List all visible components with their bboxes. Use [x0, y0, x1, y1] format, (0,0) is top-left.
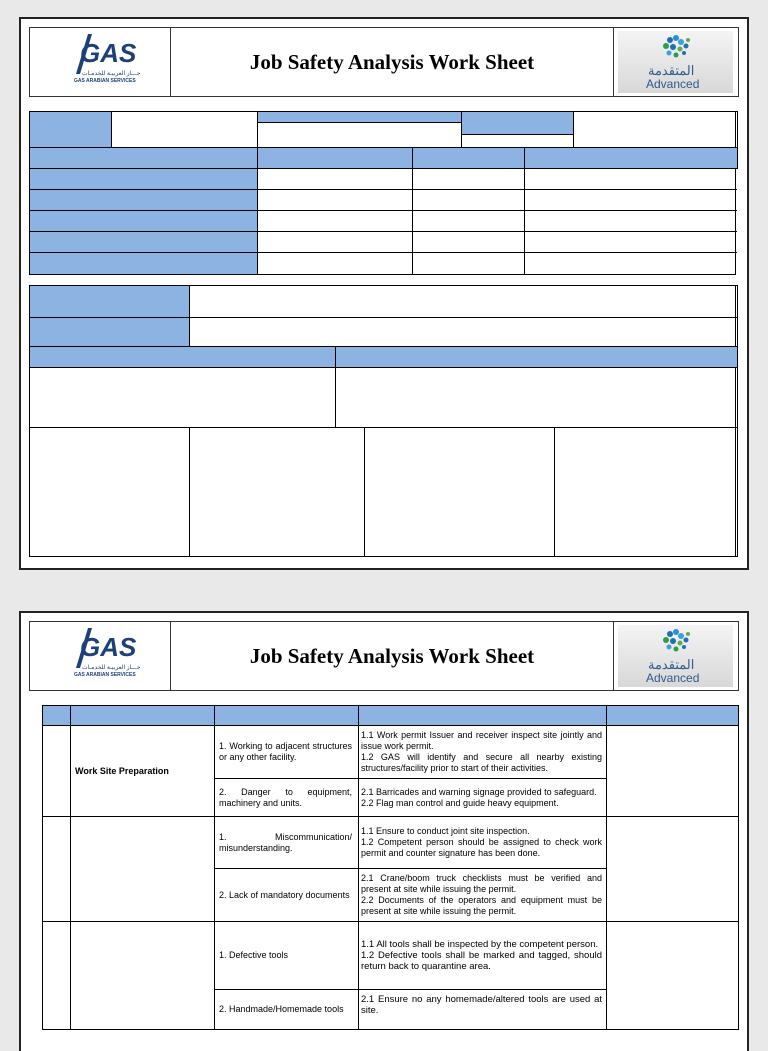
signature-cell[interactable] — [189, 427, 365, 557]
gas-logo-text: GAS — [80, 38, 137, 68]
task-cell: Work Site Preparation — [71, 726, 215, 817]
jsa-table — [42, 705, 739, 1030]
column-header — [335, 346, 738, 368]
value-cell[interactable] — [189, 317, 738, 347]
responsible-cell — [607, 726, 739, 817]
label-cell — [461, 111, 574, 135]
control-item: 1.2 Defective tools shall be marked and tagged, should return back to quarantine area. — [361, 950, 602, 972]
control-item: 1.1 Work permit Issuer and receiver inspect site jointly and issue work permit. — [361, 730, 602, 751]
control-item: 2.2 Flag man control and guide heavy equipment. — [361, 797, 559, 808]
seq-cell — [43, 817, 71, 922]
control-item: 2.1 Crane/boom truck checklists must be verified and present at site while issuing the permit. — [361, 873, 602, 894]
control-item: 1.1 Ensure to conduct joint site inspection. — [361, 826, 530, 836]
label-cell — [29, 285, 190, 318]
signature-cell[interactable] — [29, 427, 190, 557]
value-cell[interactable] — [257, 122, 462, 148]
row-label — [29, 231, 258, 253]
controls-cell — [359, 779, 607, 817]
advanced-logo-english: Advanced — [646, 671, 700, 685]
advanced-logo-arabic: المتقدمة — [648, 63, 695, 78]
responsible-cell — [607, 922, 739, 1030]
column-header — [257, 147, 413, 169]
hazard-cell: 1. Miscommunication/ misunderstanding. — [215, 817, 359, 869]
table-header-row — [43, 706, 739, 726]
responsible-cell — [607, 817, 739, 922]
control-item: 2.1 Ensure no any homemade/altered tools are used at site. — [361, 994, 602, 1016]
column-header — [29, 147, 258, 169]
seq-cell — [43, 726, 71, 817]
hazard-cell: 2. Danger to equipment, machinery and units. — [215, 779, 359, 817]
task-cell — [71, 817, 215, 922]
row-label — [29, 252, 258, 275]
gas-logo — [30, 622, 171, 690]
controls-cell — [359, 726, 607, 779]
column-header — [215, 706, 359, 726]
info-grid — [29, 111, 736, 275]
label-cell — [29, 317, 190, 347]
value-cell[interactable] — [29, 367, 336, 428]
gas-logo-subtitle: GAS ARABIAN SERVICES — [74, 672, 136, 678]
advanced-logo — [613, 622, 739, 690]
label-cell — [29, 111, 112, 148]
advanced-logo-icon — [618, 31, 733, 65]
worksheet-page-1 — [19, 17, 749, 570]
table-row — [43, 726, 739, 779]
column-header — [71, 706, 215, 726]
advanced-logo — [613, 28, 739, 96]
control-item: 1.2 GAS will identify and secure all nearby existing structures/facility prior to start of their activities. — [361, 752, 602, 773]
page-title: Job Safety Analysis Work Sheet — [249, 643, 535, 668]
hazard-cell: 1. Working to adjacent structures or any other facility. — [215, 726, 359, 779]
gas-logo-text: GAS — [80, 632, 137, 662]
controls-cell — [359, 922, 607, 990]
advanced-logo-arabic: المتقدمة — [648, 657, 695, 672]
column-header — [607, 706, 739, 726]
seq-cell — [43, 922, 71, 1030]
column-header — [524, 147, 738, 169]
control-item: 2.2 Documents of the operators and equipment must be present at site while issuing the permit. — [361, 895, 602, 916]
signature-cell[interactable] — [554, 427, 738, 557]
row-label — [29, 210, 258, 232]
controls-cell — [359, 869, 607, 922]
hazard-cell: 2. Lack of mandatory documents — [215, 869, 359, 922]
value-cell[interactable] — [111, 111, 258, 148]
row-label — [29, 168, 258, 190]
control-item: 2.1 Barricades and warning signage provided to safeguard. — [361, 786, 597, 797]
row-label — [29, 189, 258, 211]
task-cell — [71, 922, 215, 1030]
page-header — [29, 621, 739, 691]
value-cell[interactable] — [573, 111, 738, 148]
controls-cell — [359, 817, 607, 869]
hazard-cell: 1. Defective tools — [215, 922, 359, 990]
page-header — [29, 27, 739, 97]
page-title: Job Safety Analysis Work Sheet — [249, 49, 535, 74]
control-item: 1.2 Competent person should be assigned to check work permit and counter signature has been done. — [361, 837, 602, 858]
column-header — [29, 346, 336, 368]
advanced-logo-english: Advanced — [646, 77, 700, 91]
column-header — [359, 706, 607, 726]
value-cell[interactable] — [335, 367, 738, 428]
table-row — [43, 922, 739, 990]
control-item: 1.1 All tools shall be inspected by the competent person. — [361, 939, 599, 950]
value-cell[interactable] — [189, 285, 738, 318]
signature-cell[interactable] — [364, 427, 555, 557]
worksheet-page-2 — [19, 611, 749, 1051]
column-header — [412, 147, 525, 169]
gas-logo-arabic: جـــاز العربيـة للخدمـات — [82, 71, 141, 77]
advanced-logo-icon — [618, 625, 733, 659]
table-row — [43, 817, 739, 869]
gas-logo-arabic: جـــاز العربيـة للخدمـات — [82, 665, 141, 671]
details-grid — [29, 285, 736, 557]
hazard-cell: 2. Handmade/Homemade tools — [215, 990, 359, 1030]
column-header — [43, 706, 71, 726]
gas-logo — [30, 28, 171, 96]
gas-logo-subtitle: GAS ARABIAN SERVICES — [74, 78, 136, 84]
